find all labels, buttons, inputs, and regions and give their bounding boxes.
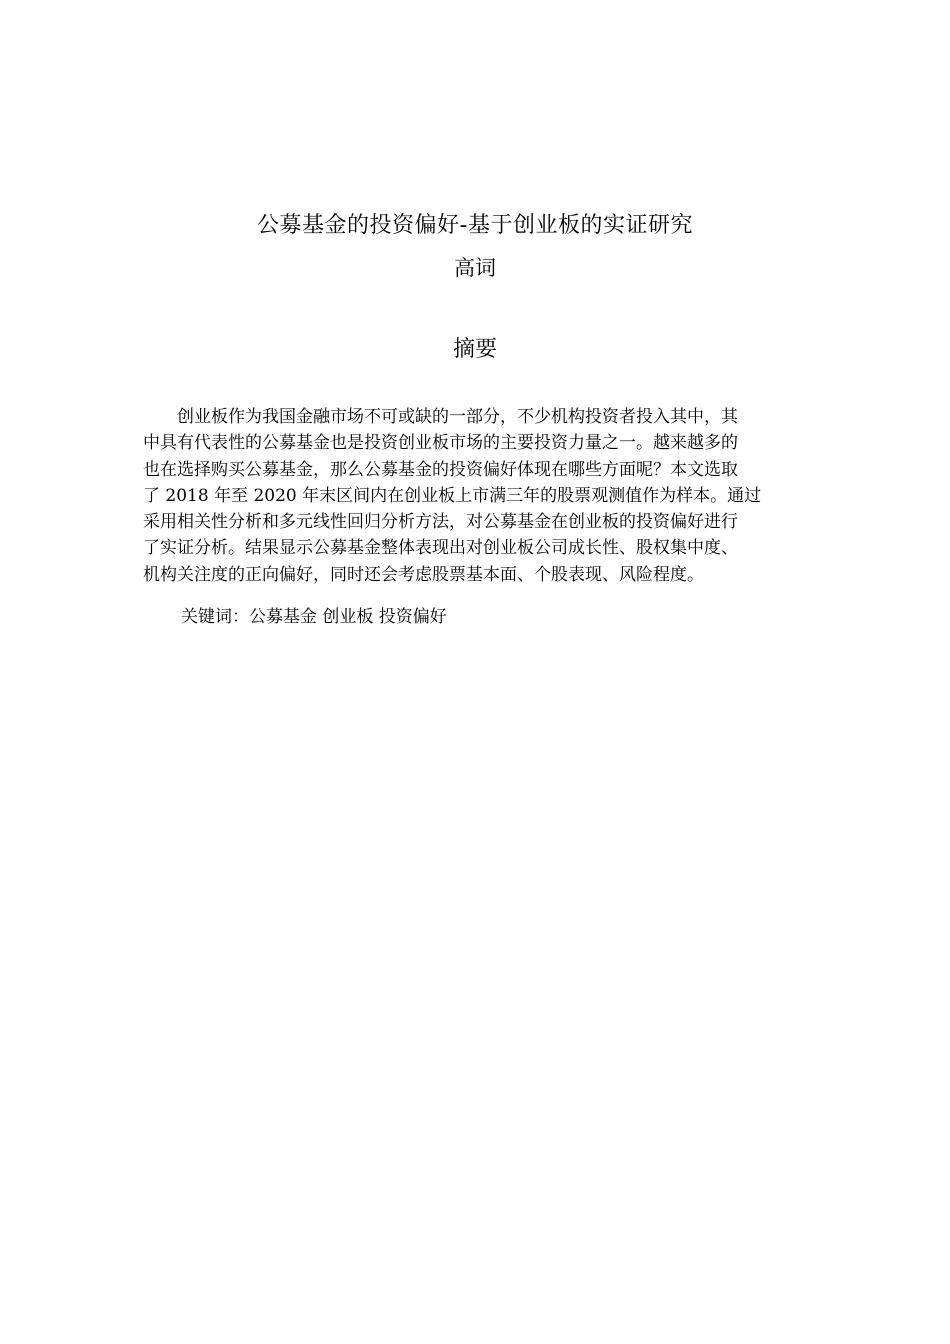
abstract-line: 机构关注度的正向偏好，同时还会考虑股票基本面、个股表现、风险程度。 [143,564,704,585]
abstract-line: 了 2018 年至 2020 年末区间内在创业板上市满三年的股票观测值作为样本。通过 [143,485,762,506]
abstract-line: 也在选择购买公募基金，那么公募基金的投资偏好体现在哪些方面呢？本文选取 [143,459,738,480]
paper-title: 公募基金的投资偏好-基于创业板的实证研究 [257,213,693,238]
abstract-line: 了实证分析。结果显示公募基金整体表现出对创业板公司成长性、股权集中度、 [143,538,738,559]
paper-author: 高词 [454,256,496,280]
abstract-line: 采用相关性分析和多元线性回归分析方法，对公募基金在创业板的投资偏好进行 [143,512,738,533]
abstract-body [143,404,809,588]
abstract-heading: 摘要 [452,337,497,362]
abstract-line: 创业板作为我国金融市场不可或缺的一部分，不少机构投资者投入其中，其 [143,407,738,427]
keywords-line: 关键词：公募基金 创业板 投资偏好 [181,607,447,627]
abstract-line: 中具有代表性的公募基金也是投资创业板市场的主要投资力量之一。越来越多的 [143,433,738,454]
